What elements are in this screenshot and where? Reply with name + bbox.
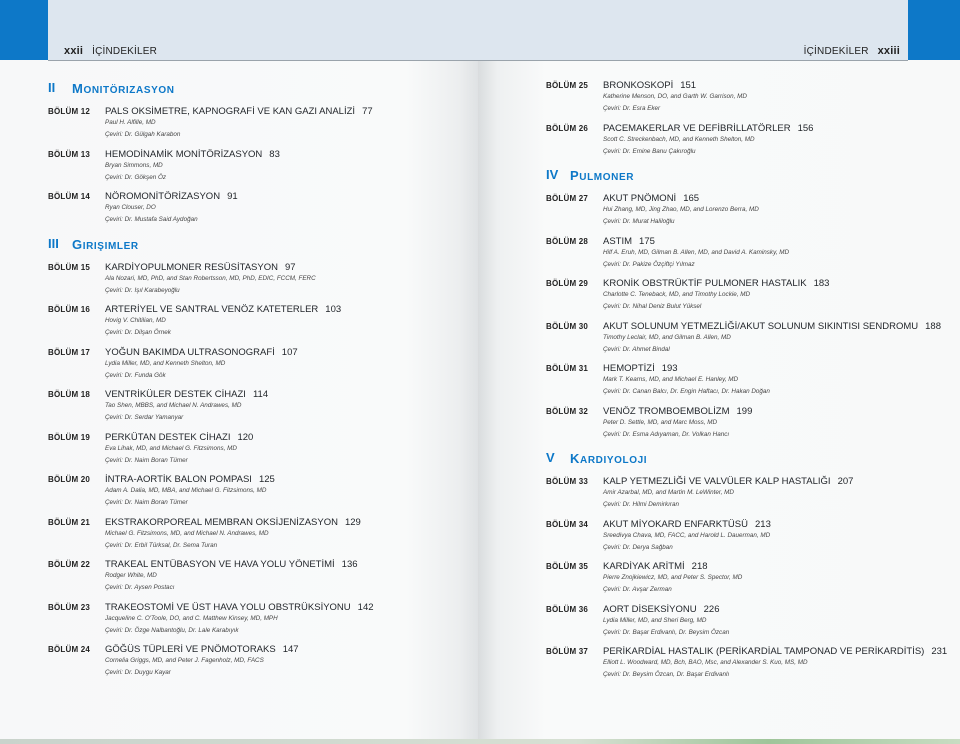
chapter-title-line — [105, 347, 298, 358]
chapter-title-line — [603, 561, 708, 572]
chapter-title: PERİKARDİAL HASTALIK (PERİKARDİAL TAMPONAD VE PERİKARDİTİS) — [603, 646, 925, 657]
chapter-authors: Sreedivya Chava, MD, FACC, and Harold L. Dauerman, MD — [603, 531, 771, 539]
chapter-title-line — [105, 432, 253, 443]
chapter-title-line — [105, 191, 238, 202]
left-running-head — [64, 45, 157, 57]
chapter-title-line — [105, 389, 268, 400]
chapter-authors: Timothy Leclair, MD, and Gilman B. Allen, MD — [603, 333, 731, 341]
chapter-title: EKSTRAKORPOREAL MEMBRAN OKSİJENİZASYON — [105, 516, 338, 528]
chapter-number: BÖLÜM 26 — [546, 123, 589, 133]
toc-entry — [546, 476, 946, 519]
chapter-translator: Çeviri: Dr. Başar Erdivanlı, Dr. Beysim Özcan — [603, 628, 730, 636]
right-header-rule — [478, 60, 908, 61]
toc-entry — [48, 644, 468, 687]
chapter-title-line — [603, 604, 719, 615]
chapter-authors: Mark T. Kearns, MD, and Michael E. Hanley, MD — [603, 376, 739, 383]
chapter-authors: Jacqueline C. O'Toole, DO, and C. Matthew Kinsey, MD, MPH — [105, 614, 278, 622]
right-color-tab — [908, 0, 960, 60]
chapter-title: KARDİYAK ARİTMİ — [603, 561, 685, 572]
chapter-title: BRONKOSKOPİ — [603, 80, 674, 91]
chapter-title: KRONİK OBSTRÜKTİF PULMONER HASTALIK — [603, 278, 807, 289]
chapter-number: BÖLÜM 24 — [48, 645, 91, 654]
chapter-title-line — [603, 646, 947, 657]
chapter-translator: Çeviri: Dr. Hilmi Demirkıran — [603, 501, 680, 508]
chapter-number: BÖLÜM 34 — [546, 519, 589, 529]
chapter-translator: Çeviri: Dr. Özge Nalbantoğlu, Dr. Lale Karabıyık — [105, 626, 239, 634]
chapter-title-line — [603, 321, 941, 332]
chapter-title-line — [603, 476, 853, 487]
chapter-number: BÖLÜM 22 — [48, 560, 91, 569]
chapter-title: PALS OKSİMETRE, KAPNOGRAFİ VE KAN GAZI ANALİZİ — [105, 106, 356, 117]
toc-entry — [546, 193, 946, 236]
chapter-number: BÖLÜM 25 — [546, 81, 589, 90]
chapter-authors: Adam A. Dalia, MD, MBA, and Michael G. Fitzsimons, MD — [105, 487, 267, 494]
chapter-number: BÖLÜM 30 — [546, 321, 589, 331]
chapter-translator: Çeviri: Dr. Gökşen Öz — [105, 173, 166, 181]
toc-entry — [546, 406, 946, 449]
chapter-authors: Hui Zhang, MD, Jing Zhao, MD, and Lorenzo Berra, MD — [603, 206, 759, 213]
chapter-number: BÖLÜM 23 — [48, 602, 91, 612]
section-heading — [48, 80, 468, 100]
chapter-authors: Michael G. Fitzsimons, MD, and Michael N. Andrawes, MD — [105, 529, 269, 537]
chapter-title-line — [105, 262, 296, 273]
chapter-translator: Çeviri: Dr. Nihal Deniz Bulut Yüksel — [603, 303, 702, 310]
chapter-title-line — [105, 149, 280, 160]
chapter-authors: Rodger White, MD — [105, 572, 157, 579]
toc-entry — [546, 321, 946, 364]
toc-entry — [48, 432, 468, 475]
chapter-translator: Çeviri: Dr. Naim Boran Tümer — [105, 499, 188, 506]
chapter-number: BÖLÜM 14 — [48, 192, 91, 201]
chapter-authors: Charlotte C. Teneback, MD, and Timothy Lockie, MD — [603, 291, 751, 298]
right-running-head — [804, 45, 900, 57]
chapter-title: AORT DİSEKSİYONU — [603, 603, 697, 615]
chapter-title-line — [603, 363, 678, 374]
toc-entry — [48, 304, 468, 347]
chapter-number: BÖLÜM 18 — [48, 390, 91, 399]
chapter-title-line — [603, 80, 696, 91]
chapter-page: 156 — [797, 122, 814, 134]
chapter-number: BÖLÜM 32 — [546, 406, 589, 416]
section-title: PULMONER — [570, 168, 635, 183]
toc-entry — [546, 278, 946, 321]
chapter-page: 129 — [344, 516, 361, 528]
chapter-title-line — [603, 406, 752, 417]
section-numeral: V — [546, 450, 555, 465]
right-toc — [546, 80, 946, 691]
chapter-authors: Ala Nozari, MD, PhD, and Stan Robertsson, MD, PhD, EDIC, FCCM, FERC — [105, 274, 316, 282]
toc-entry — [546, 363, 946, 406]
chapter-page: 226 — [703, 603, 720, 615]
section-title: MONITÖRIZASYON — [72, 81, 175, 96]
chapter-translator: Çeviri: Dr. Aysen Postacı — [105, 584, 175, 591]
left-color-tab — [0, 0, 48, 60]
right-page-number: xxiii — [877, 45, 900, 57]
section-title: KARDIYOLOJI — [570, 451, 648, 466]
toc-entry — [546, 604, 946, 647]
chapter-translator: Çeviri: Dr. Duygu Kayar — [105, 669, 171, 676]
chapter-title-line — [105, 106, 373, 117]
chapter-title-line — [603, 278, 829, 289]
section-heading — [546, 450, 946, 470]
left-toc — [48, 80, 468, 689]
chapter-title-line — [105, 559, 358, 570]
chapter-title: YOĞUN BAKIMDA ULTRASONOGRAFİ — [105, 346, 275, 358]
chapter-title: NÖROMONİTÖRİZASYON — [105, 191, 221, 202]
chapter-page: 83 — [269, 148, 280, 160]
chapter-title: PERKÜTAN DESTEK CİHAZI — [105, 431, 231, 443]
right-running-head-label: İÇİNDEKİLER — [803, 46, 869, 57]
left-page — [0, 0, 478, 744]
chapter-authors: Lydia Miller, MD, and Sheri Berg, MD — [603, 616, 707, 624]
toc-entry — [48, 191, 468, 234]
chapter-title: KARDİYOPULMONER RESÜSİTASYON — [105, 261, 278, 273]
chapter-number: BÖLÜM 31 — [546, 364, 589, 373]
toc-section — [546, 450, 946, 689]
chapter-title: İNTRA-AORTİK BALON POMPASI — [105, 474, 252, 485]
bottom-edge-strip — [0, 739, 960, 744]
chapter-page: 188 — [925, 320, 941, 332]
chapter-number: BÖLÜM 15 — [48, 262, 91, 272]
chapter-translator: Çeviri: Dr. Gülgah Karabon — [105, 131, 181, 138]
chapter-page: 114 — [252, 389, 269, 400]
left-page-number: xxii — [64, 45, 84, 57]
chapter-translator: Çeviri: Dr. Derya Sağban — [603, 543, 673, 551]
chapter-title: HEMODİNAMİK MONİTÖRİZASYON — [105, 148, 263, 160]
chapter-page: 120 — [237, 431, 254, 443]
chapter-number: BÖLÜM 19 — [48, 432, 91, 442]
chapter-authors: Bryan Simmons, MD — [105, 161, 163, 169]
chapter-authors: Pierre Znojkiewicz, MD, and Peter S. Spector, MD — [603, 574, 743, 581]
chapter-title-line — [603, 236, 655, 247]
chapter-translator: Çeviri: Dr. Canan Balcı, Dr. Engin Haftacı, Dr. Hakan Doğan — [603, 388, 770, 395]
chapter-authors: Lydia Miller, MD, and Kenneth Shelton, MD — [105, 359, 226, 367]
chapter-number: BÖLÜM 16 — [48, 305, 91, 314]
chapter-translator: Çeviri: Dr. Emine Banu Çakıroğlu — [603, 147, 696, 155]
section-heading — [546, 167, 946, 187]
chapter-authors: Scott C. Streckenbach, MD, and Kenneth Shelton, MD — [603, 135, 755, 143]
chapter-title-line — [105, 602, 374, 613]
toc-entry — [48, 106, 468, 149]
chapter-number: BÖLÜM 27 — [546, 194, 589, 203]
chapter-translator: Çeviri: Dr. Işıl Karabeyoğlu — [105, 286, 180, 294]
chapter-page: 125 — [258, 474, 275, 485]
chapter-number: BÖLÜM 36 — [546, 604, 589, 614]
chapter-number: BÖLÜM 33 — [546, 477, 589, 486]
section-heading — [48, 236, 468, 256]
chapter-title-line — [105, 304, 341, 315]
chapter-page: 77 — [362, 106, 373, 117]
chapter-page: 165 — [683, 193, 700, 204]
chapter-title: AKUT SOLUNUM YETMEZLİĞİ/AKUT SOLUNUM SIKINTISI SENDROMU — [603, 320, 919, 332]
chapter-translator: Çeviri: Dr. Ahmet Bindal — [603, 345, 670, 353]
left-running-head-label: İÇİNDEKİLER — [92, 46, 158, 57]
chapter-number: BÖLÜM 12 — [48, 107, 91, 116]
left-header-rule — [48, 60, 478, 61]
chapter-translator: Çeviri: Dr. Naim Boran Tümer — [105, 456, 188, 464]
chapter-translator: Çeviri: Dr. Murat Haliloğlu — [603, 218, 675, 225]
chapter-page: 136 — [341, 559, 358, 570]
section-numeral: II — [48, 80, 56, 95]
chapter-authors: Tao Shen, MBBS, and Michael N. Andrawes, MD — [105, 402, 242, 409]
chapter-page: 97 — [284, 261, 296, 273]
chapter-title: ASTIM — [603, 235, 633, 247]
toc-section — [48, 236, 468, 687]
chapter-authors: Peter D. Settle, MD, and Marc Moss, MD — [603, 418, 718, 426]
chapter-authors: Hilf A. Eruh, MD, Gilman B. Allen, MD, and David A. Kaminsky, MD — [603, 248, 790, 256]
section-numeral: III — [48, 235, 59, 251]
toc-entry — [48, 474, 468, 517]
chapter-title: VENTRİKÜLER DESTEK CİHAZI — [105, 389, 246, 400]
chapter-page: 175 — [639, 235, 655, 247]
chapter-number: BÖLÜM 37 — [546, 647, 589, 656]
toc-entry — [546, 123, 946, 166]
chapter-number: BÖLÜM 29 — [546, 279, 589, 288]
chapter-authors: Katherine Menson, DO, and Garth W. Garrison, MD — [603, 93, 747, 100]
toc-entry — [48, 389, 468, 432]
chapter-number: BÖLÜM 21 — [48, 517, 91, 527]
chapter-title: KALP YETMEZLİĞİ VE VALVÜLER KALP HASTALIĞI — [603, 476, 831, 487]
toc-entry — [48, 602, 468, 645]
chapter-number: BÖLÜM 20 — [48, 475, 91, 484]
toc-entry — [546, 646, 946, 689]
chapter-translator: Çeviri: Dr. Dilşan Örnek — [105, 329, 171, 336]
toc-entry — [546, 519, 946, 562]
toc-entry — [48, 517, 468, 560]
chapter-authors: Paul H. Alfille, MD — [105, 119, 156, 126]
toc-entry — [48, 149, 468, 192]
chapter-translator: Çeviri: Dr. Funda Gök — [105, 371, 166, 379]
toc-entry — [546, 80, 946, 123]
chapter-page: 183 — [813, 278, 830, 289]
chapter-authors: Ryan Clouser, DO — [105, 204, 156, 211]
chapter-number: BÖLÜM 28 — [546, 236, 589, 246]
chapter-translator: Çeviri: Dr. Erbil Türksal, Dr. Sema Turan — [105, 541, 218, 549]
chapter-translator: Çeviri: Dr. Pakize Özçiftçi Yılmaz — [603, 260, 695, 268]
chapter-page: 231 — [931, 646, 948, 657]
chapter-page: 218 — [691, 561, 708, 572]
chapter-translator: Çeviri: Dr. Esra Eker — [603, 105, 661, 112]
chapter-title-line — [603, 519, 771, 530]
chapter-title: HEMOPTİZİ — [603, 363, 655, 374]
chapter-title-line — [105, 517, 361, 528]
chapter-translator: Çeviri: Dr. Esma Adıyaman, Dr. Volkan Hancı — [603, 430, 730, 438]
toc-section — [546, 167, 946, 448]
chapter-number: BÖLÜM 13 — [48, 149, 91, 159]
chapter-page: 91 — [227, 191, 238, 202]
chapter-page: 147 — [282, 644, 299, 655]
chapter-title-line — [603, 123, 813, 134]
chapter-title-line — [603, 193, 699, 204]
chapter-page: 142 — [357, 601, 374, 613]
chapter-title: PACEMAKERLAR VE DEFİBRİLLATÖRLER — [603, 122, 791, 134]
chapter-title-line — [105, 644, 299, 655]
toc-entry — [48, 559, 468, 602]
chapter-authors: Amir Azarbal, MD, and Martin M. LeWinter, MD — [603, 489, 734, 496]
chapter-authors: Hovig V. Chitilian, MD — [105, 317, 166, 324]
chapter-page: 193 — [661, 363, 678, 374]
chapter-page: 103 — [325, 304, 342, 315]
right-page — [478, 0, 960, 744]
chapter-translator: Çeviri: Dr. Mustafa Said Aydoğan — [105, 216, 198, 223]
chapter-page: 107 — [281, 346, 298, 358]
toc-entry — [48, 262, 468, 305]
chapter-page: 199 — [736, 405, 753, 417]
chapter-page: 151 — [680, 80, 697, 91]
chapter-number: BÖLÜM 35 — [546, 562, 589, 571]
chapter-title: GÖĞÜS TÜPLERİ VE PNÖMOTORAKS — [105, 644, 276, 655]
toc-section — [546, 80, 946, 165]
chapter-title: TRAKEOSTOMİ VE ÜST HAVA YOLU OBSTRÜKSİYONU — [105, 601, 351, 613]
chapter-title-line — [105, 474, 275, 485]
chapter-title: AKUT PNÖMONİ — [603, 193, 677, 204]
chapter-title: VENÖZ TROMBOEMBOLİZM — [603, 405, 730, 417]
section-title: GIRIŞIMLER — [72, 236, 139, 252]
chapter-translator: Çeviri: Dr. Avşar Zerman — [603, 586, 672, 593]
chapter-title: AKUT MİYOKARD ENFARKTÜSÜ — [603, 518, 748, 530]
section-numeral: IV — [546, 167, 559, 182]
toc-entry — [546, 236, 946, 279]
chapter-authors: Elliott L. Woodward, MD, Bch, BAO, Msc, and Alexander S. Kuo, MS, MD — [603, 659, 808, 666]
toc-entry — [546, 561, 946, 604]
chapter-number: BÖLÜM 17 — [48, 347, 91, 357]
chapter-title: TRAKEAL ENTÜBASYON VE HAVA YOLU YÖNETİMİ — [105, 559, 335, 570]
chapter-authors: Eva Lihak, MD, and Michael G. Fitzsimons, MD — [105, 444, 237, 452]
chapter-authors: Cornelia Griggs, MD, and Peter J. Fagenholz, MD, FACS — [105, 657, 264, 664]
chapter-translator: Çeviri: Dr. Beysim Özcan, Dr. Başar Erdivanlı — [603, 671, 730, 678]
toc-section — [48, 80, 468, 234]
chapter-page: 207 — [837, 476, 854, 487]
chapter-page: 213 — [755, 518, 771, 530]
chapter-translator: Çeviri: Dr. Serdar Yamanyar — [105, 414, 184, 421]
chapter-title: ARTERİYEL VE SANTRAL VENÖZ KATETERLER — [105, 304, 319, 315]
toc-entry — [48, 347, 468, 390]
